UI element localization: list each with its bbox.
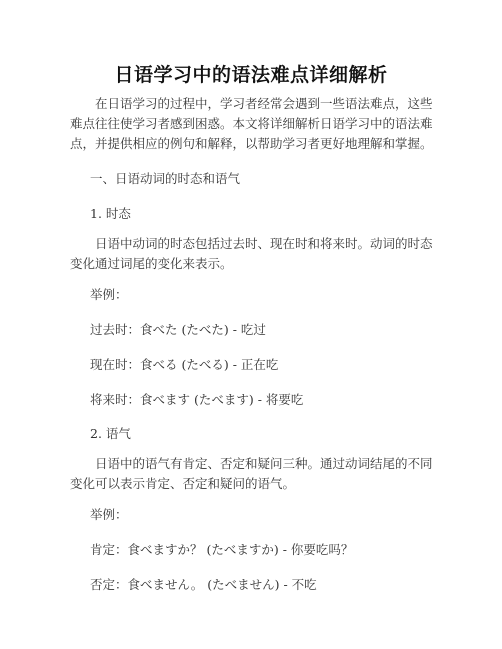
example-future: 将来时：食べます (たべます) - 将要吃 xyxy=(90,392,304,407)
document-title: 日语学习中的语法难点详细解析 xyxy=(114,64,388,86)
mood-paragraph: 日语中的语气有肯定、否定和疑问三种。通过动词结尾的不同变化可以表示肯定、否定和疑问的语气。 xyxy=(70,456,433,491)
example-affirmative: 肯定：食べますか？ (たべますか) - 你要吃吗？ xyxy=(90,542,354,557)
section-heading: 一、日语动词的时态和语气 xyxy=(90,171,241,186)
example-negative: 否定：食べません。 (たべません) - 不吃 xyxy=(90,577,317,592)
example-label: 举例： xyxy=(90,287,128,302)
subsection-heading-tense: 1. 时态 xyxy=(90,206,131,221)
subsection-heading-mood: 2. 语气 xyxy=(90,426,131,441)
tense-paragraph: 日语中动词的时态包括过去时、现在时和将来时。动词的时态变化通过词尾的变化来表示。 xyxy=(70,236,433,271)
intro-paragraph: 在日语学习的过程中，学习者经常会遇到一些语法难点，这些难点往往使学习者感到困惑。本文将详细解析日语学习中的语法难点，并提供相应的例句和解释，以帮助学习者更好地理解和掌握。 xyxy=(70,96,433,151)
example-label: 举例： xyxy=(90,507,128,522)
example-present: 现在时：食べる (たべる) - 正在吃 xyxy=(90,357,279,372)
example-past: 过去时：食べた (たべた) - 吃过 xyxy=(90,322,266,337)
